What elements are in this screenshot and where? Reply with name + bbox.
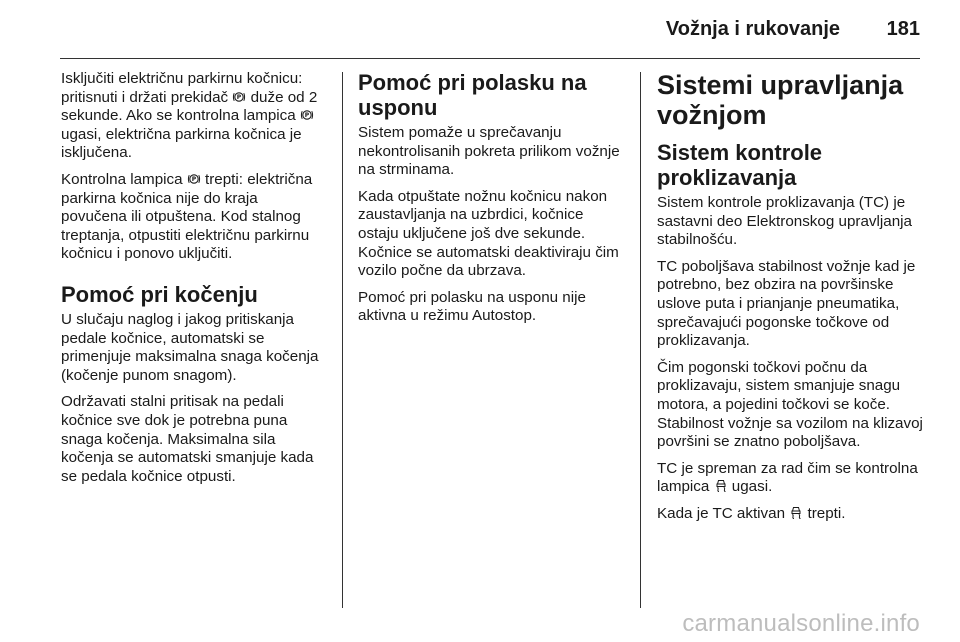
parking-brake-icon: [300, 108, 314, 122]
section-heading-traction-control: Sistem kontrole proklizavanja: [657, 140, 823, 190]
paragraph-hill-start-1: Sistem pomaže u sprečavanju nekontrolisanih pokreta prilikom vožnje na strminama.: [358, 124, 620, 179]
chapter-heading-driving-control-systems: Sistemi upravljanja vožnjom: [657, 70, 904, 130]
paragraph-brake-assist-1: U slučaju naglog i jakog pritiskanja pedale kočnice, automatski se primenjuje maksimalna snaga kočenja (kočenje punom snagom).: [61, 310, 319, 384]
parking-brake-icon: [187, 172, 201, 186]
paragraph-hill-start-2: Kada otpuštate nožnu kočnicu nakon zaustavljanja na uzbrdici, kočnice ostaju uključene još dve sekunde. Kočnice se automatski deaktiviraju čim vozilo počne da ubrzava.: [358, 187, 619, 280]
page-number: 181: [886, 18, 920, 40]
svg-text:P: P: [237, 93, 242, 101]
paragraph-tc-3: Čim pogonski točkovi počnu da proklizavaju, sistem smanjuje snagu motora, a pojedini točkovi se koče. Stabilnost vožnje sa vozilom na klizavoj površini se znatno poboljšava.: [657, 358, 923, 451]
column-divider-right: [640, 72, 641, 608]
paragraph-tc-4: TC je spreman za rad čim se kontrolna lampica ugasi.: [657, 459, 918, 496]
paragraph-release-parking-brake: Isključiti električnu parkirnu kočnicu: pritisnuti i držati prekidač P duže od 2 sekunde. Ako se kontrolna lampica P ugasi, električna parkirna kočnica je isključena.: [61, 70, 318, 162]
paragraph-tc-1: Sistem kontrole proklizavanja (TC) je sastavni deo Elektronskog upravljanja stabilnošću.: [657, 194, 912, 249]
paragraph-hill-start-3: Pomoć pri polasku na usponu nije aktivna u režimu Autostop.: [358, 288, 586, 325]
traction-control-icon: [789, 506, 803, 520]
paragraph-warning-light: Kontrolna lampica P trepti: električna parkirna kočnica nije do kraja povučena ili otpuštena. Kod stalnog treptanja, otpustiti električnu parkirnu kočnicu i ponovo uključiti.: [61, 170, 313, 263]
svg-text:P: P: [191, 176, 196, 184]
page-title: Vožnja i rukovanje: [665, 18, 840, 40]
column-right: [657, 70, 925, 532]
parking-brake-icon: [232, 90, 246, 104]
section-heading-brake-assist: Pomoć pri kočenju: [61, 281, 258, 307]
page-header: [60, 0, 920, 59]
paragraph-brake-assist-2: Održavati stalni pritisak na pedali kočnice sve dok je potrebna puna snaga kočenja. Maksimalna sila kočenja se automatski smanjuje kada se pedala kočnice otpusti.: [61, 393, 314, 485]
column-middle: [358, 70, 626, 334]
svg-text:P: P: [304, 112, 310, 120]
paragraph-tc-2: TC poboljšava stabilnost vožnje kad je potrebno, bez obzira na površinske uslove puta i prianjanje pneumatika, sprečavajući pogonske točkove od proklizavanja.: [657, 257, 916, 350]
section-heading-hill-start-assist: Pomoć pri polasku na usponu: [358, 70, 587, 120]
watermark: carmanualsonline.info: [682, 610, 920, 637]
traction-control-icon: [714, 479, 728, 493]
column-left: [61, 70, 327, 494]
column-divider-left: [342, 72, 343, 608]
paragraph-tc-5: Kada je TC aktivan trepti.: [657, 504, 846, 522]
